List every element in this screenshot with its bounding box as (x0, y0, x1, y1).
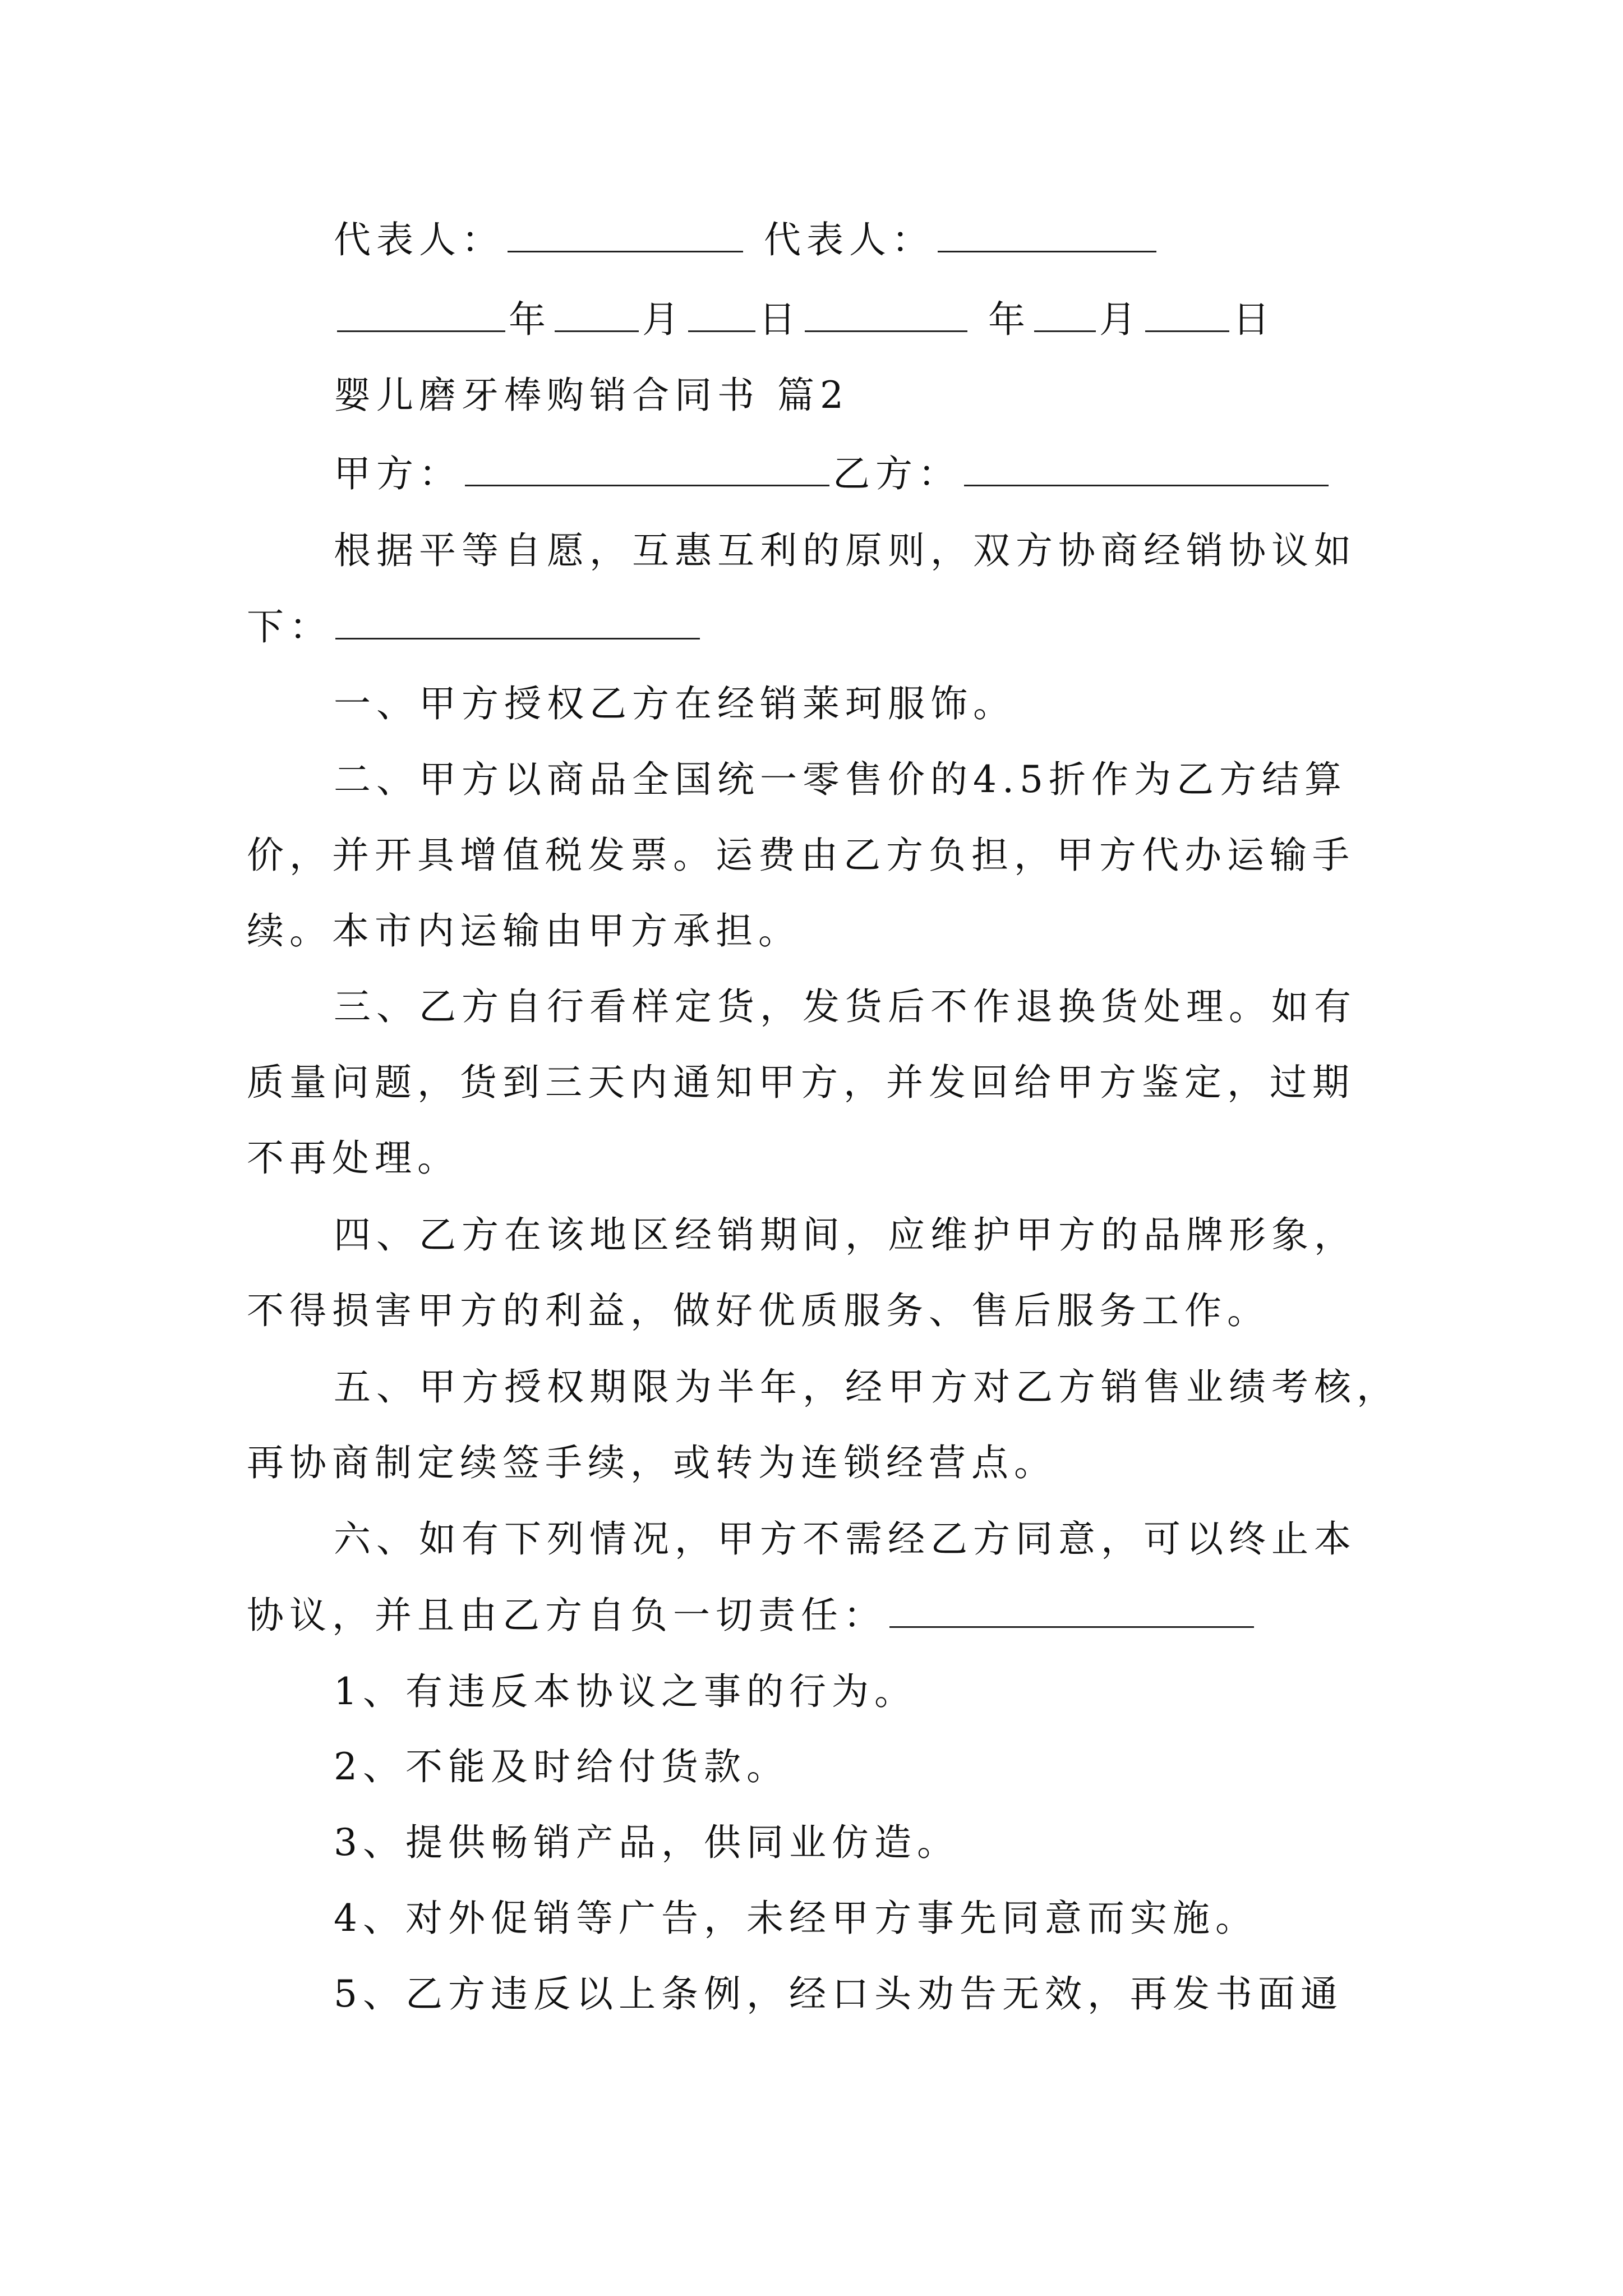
clause-2-line-2: 价，并开具增值税发票。运费由乙方负担，甲方代办运输手 (247, 834, 1355, 877)
representative-label-a: 代表人： (334, 218, 504, 261)
year-blank-b[interactable] (805, 293, 967, 332)
party-a-blank[interactable] (465, 448, 829, 486)
clause-1: 一、甲方授权乙方在经销莱珂服饰。 (334, 682, 1016, 725)
intro-blank[interactable] (335, 601, 700, 639)
day-label-b: 日 (1232, 298, 1275, 341)
parties-line (334, 446, 1332, 502)
month-blank-a[interactable] (555, 293, 639, 332)
list-item-2: 2、不能及时给付货款。 (334, 1745, 789, 1788)
party-b-blank[interactable] (964, 448, 1329, 486)
list-item-3: 3、提供畅销产品，供同业仿造。 (334, 1821, 960, 1864)
year-blank-a[interactable] (337, 293, 505, 332)
party-b-label: 乙方： (833, 452, 961, 495)
clause-6-blank[interactable] (889, 1589, 1254, 1628)
clause-3-line-2: 质量问题，货到三天内通知甲方，并发回给甲方鉴定，过期 (247, 1061, 1355, 1104)
representative-line (334, 212, 1160, 268)
clause-2-line-1: 二、甲方以商品全国统一零售价的4.5折作为乙方结算 (334, 758, 1347, 801)
list-item-1: 1、有违反本协议之事的行为。 (334, 1670, 917, 1713)
clause-2-line-3: 续。本市内运输由甲方承担。 (247, 909, 801, 953)
representative-label-b: 代表人： (763, 218, 934, 261)
clause-6-line-1: 六、如有下列情况，甲方不需经乙方同意，可以终止本 (334, 1517, 1357, 1561)
month-label-b: 月 (1099, 298, 1142, 341)
representative-blank-b[interactable] (938, 214, 1156, 252)
clause-4-line-2: 不得损害甲方的利益，做好优质服务、售后服务工作。 (247, 1289, 1270, 1332)
day-label-a: 日 (759, 298, 801, 341)
year-label-a: 年 (509, 298, 551, 341)
clause-3-line-1: 三、乙方自行看样定货，发货后不作退换货处理。如有 (334, 985, 1357, 1028)
intro-line-2-text: 下： (247, 605, 332, 648)
month-blank-b[interactable] (1034, 293, 1096, 332)
list-item-5: 5、乙方违反以上条例，经口头劝告无效，再发书面通 (334, 1972, 1343, 2016)
list-item-4: 4、对外促销等广告，未经甲方事先同意而实施。 (334, 1897, 1258, 1940)
year-label-b: 年 (988, 298, 1031, 341)
clause-5-line-2: 再协商制定续签手续，或转为连锁经营点。 (247, 1441, 1057, 1484)
day-blank-b[interactable] (1145, 293, 1229, 332)
intro-line-1: 根据平等自愿，互惠互利的原则，双方协商经销协议如 (334, 529, 1357, 572)
clause-3-line-3: 不再处理。 (247, 1137, 460, 1180)
month-label-a: 月 (642, 298, 685, 341)
clause-5-line-1: 五、甲方授权期限为半年，经甲方对乙方销售业绩考核， (334, 1365, 1399, 1409)
date-line (334, 292, 1275, 348)
section-title: 婴儿磨牙棒购销合同书 篇2 (334, 374, 849, 417)
clause-6-line-2-text: 协议，并且由乙方自负一切责任： (247, 1594, 886, 1637)
intro-line-2 (247, 599, 703, 655)
clause-6-line-2 (247, 1588, 1257, 1644)
representative-blank-a[interactable] (508, 214, 743, 252)
clause-4-line-1: 四、乙方在该地区经销期间，应维护甲方的品牌形象， (334, 1213, 1357, 1257)
day-blank-a[interactable] (688, 293, 755, 332)
party-a-label: 甲方： (334, 452, 462, 495)
